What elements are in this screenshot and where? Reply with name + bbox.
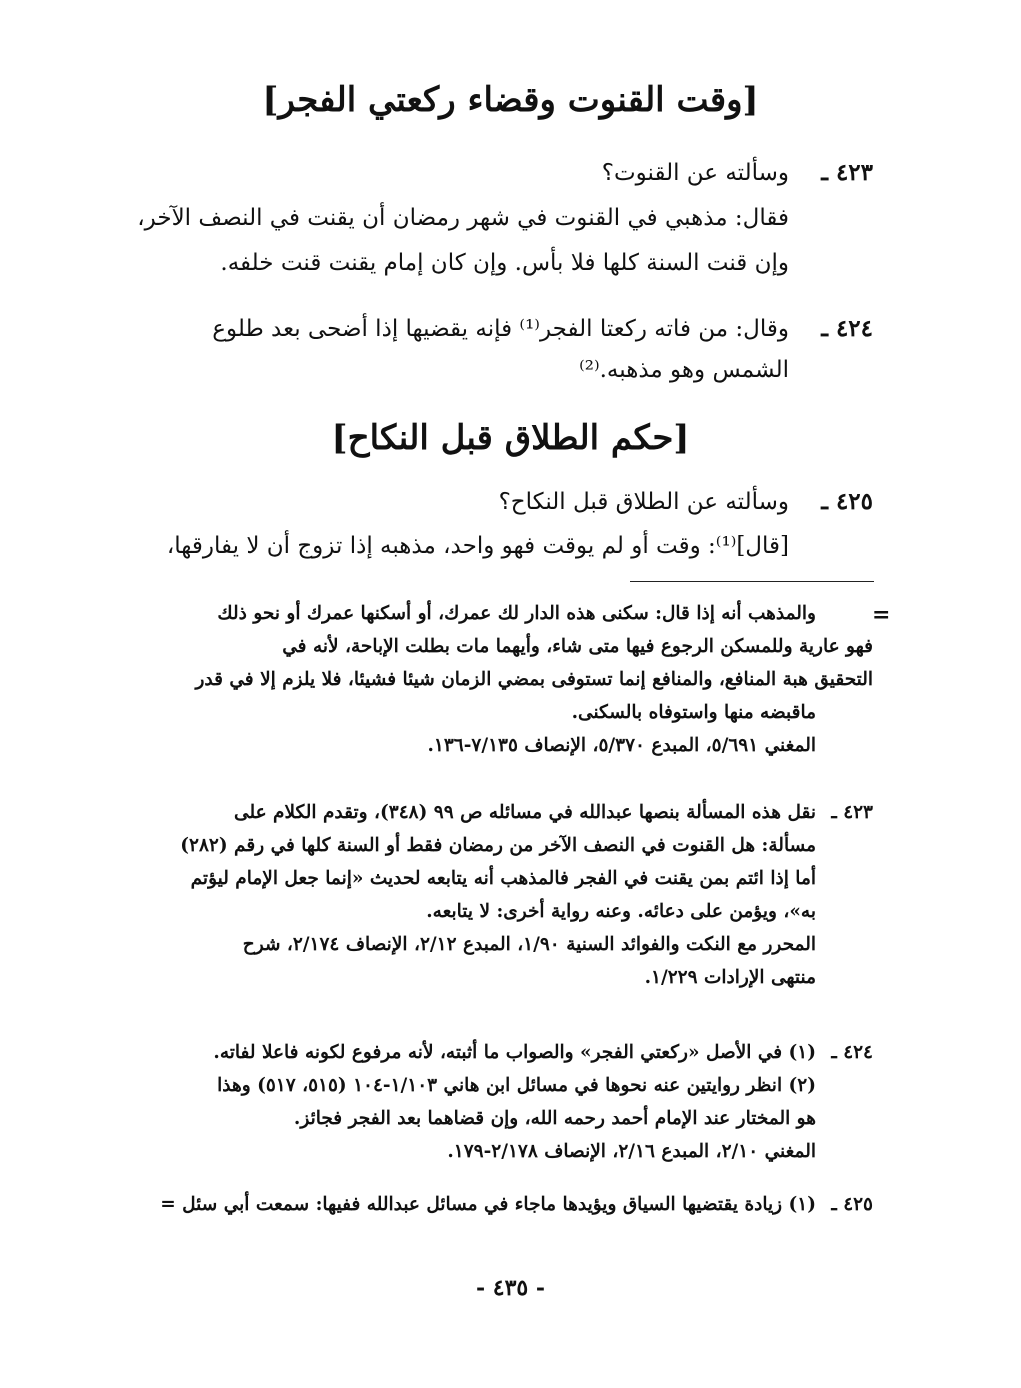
footnote-number-423: ٤٢٣ ـ <box>831 802 873 823</box>
entry-number-424: ٤٢٤ ـ <box>821 315 873 342</box>
entry-423-line-1: وسألته عن القنوت؟ <box>601 160 789 186</box>
footnote-number-424: ٤٢٤ ـ <box>831 1042 873 1063</box>
entry-425-line-1: وسألته عن الطلاق قبل النكاح؟ <box>498 489 789 515</box>
footnote-423-line-2: مسألة: هل القنوت في النصف الآخر من رمضان فقط أو السنة كلها في رقم (٢٨٢) <box>180 835 816 856</box>
footnote-424-line-4: المغني ٢/١٠، المبدع ٢/١٦، الإنصاف ٢/١٧٨-١٧٩. <box>447 1141 816 1162</box>
footnote-423-line-4: به»، ويؤمن على دعائه. وعنه رواية أخرى: لا يتابعه. <box>426 901 816 922</box>
footnote-423-line-6: منتهى الإرادات ١/٢٢٩. <box>644 967 816 988</box>
footnote-423-line-1: نقل هذه المسألة بنصها عبدالله في مسائله ص ٩٩ (٣٤٨)، وتقدم الكلام على <box>234 802 816 823</box>
entry-423-line-2: فقال: مذهبي في القنوت في شهر رمضان أن يقنت في النصف الآخر، <box>137 205 789 231</box>
footnote-423-line-3: أما إذا ائتم بمن يقنت في الفجر فالمذهب أنه يتابعه لحديث «إنما جعل الإمام ليؤتم <box>190 868 816 889</box>
section-heading-talaq: [حكم الطلاق قبل النكاح] <box>331 418 690 458</box>
footnote-separator <box>630 581 874 582</box>
entry-number-423: ٤٢٣ ـ <box>821 159 873 186</box>
footnote-424-line-2: (٢) انظر روايتين عنه نحوها في مسائل ابن هاني ١/١٠٣-١٠٤ (٥١٥، ٥١٧) وهذا <box>217 1075 816 1096</box>
footnote-continued-line-1: والمذهب أنه إذا قال: سكنى هذه الدار لك عمرك، أو أسكنها عمرك أو نحو ذلك <box>217 603 816 624</box>
footnote-continued-ref: المغني ٥/٦٩١، المبدع ٥/٣٧٠، الإنصاف ٧/١٣٥-١٣٦. <box>427 735 816 756</box>
footnote-continued-line-4: ماقبضه منها واستوفاه بالسكنى. <box>571 702 816 723</box>
footnote-continued-line-2: فهو عارية وللمسكن الرجوع فيها متى شاء، وأيهما مات بطلت الإباحة، لأنه في <box>282 636 873 657</box>
section-heading-qunut: [وقت القنوت وقضاء ركعتي الفجر] <box>262 80 759 120</box>
footnote-424-line-1: (١) في الأصل «ركعتي الفجر» والصواب ما أثبته، لأنه مرفوع لكونه فاعلا لفاته. <box>213 1042 816 1063</box>
continuation-mark: = <box>872 602 891 628</box>
footnote-424-line-3: هو المختار عند الإمام أحمد رحمه الله، وإن قضاهما بعد الفجر فجائز. <box>293 1108 816 1129</box>
footnote-continued-line-3: التحقيق هبة المنافع، والمنافع إنما تستوفى بمضي الزمان شيئا فشيئا، فلا يلزم إلا في قدر <box>195 669 873 690</box>
footnote-number-425: ٤٢٥ ـ <box>831 1194 873 1215</box>
page-number: - ٤٣٥ - <box>475 1275 546 1301</box>
entry-425-line-2: [قال]⁽¹⁾: وقت أو لم يوقت فهو واحد، مذهبه إذا تزوج أن لا يفارقها، <box>166 533 789 559</box>
entry-number-425: ٤٢٥ ـ <box>821 488 873 515</box>
entry-424-line-1: وقال: من فاته ركعتا الفجر⁽¹⁾ فإنه يقضيها إذا أضحى بعد طلوع <box>212 316 789 342</box>
footnote-425-line-1: (١) زيادة يقتضيها السياق ويؤيدها ماجاء في مسائل عبدالله ففيها: سمعت أبي سئل = <box>160 1194 816 1215</box>
entry-424-line-2: الشمس وهو مذهبه.⁽²⁾ <box>579 357 789 383</box>
entry-423-line-3: وإن قنت السنة كلها فلا بأس. وإن كان إمام يقنت قنت خلفه. <box>220 250 789 276</box>
footnote-423-line-5: المحرر مع النكت والفوائد السنية ١/٩٠، المبدع ٢/١٢، الإنصاف ٢/١٧٤، شرح <box>242 934 816 955</box>
